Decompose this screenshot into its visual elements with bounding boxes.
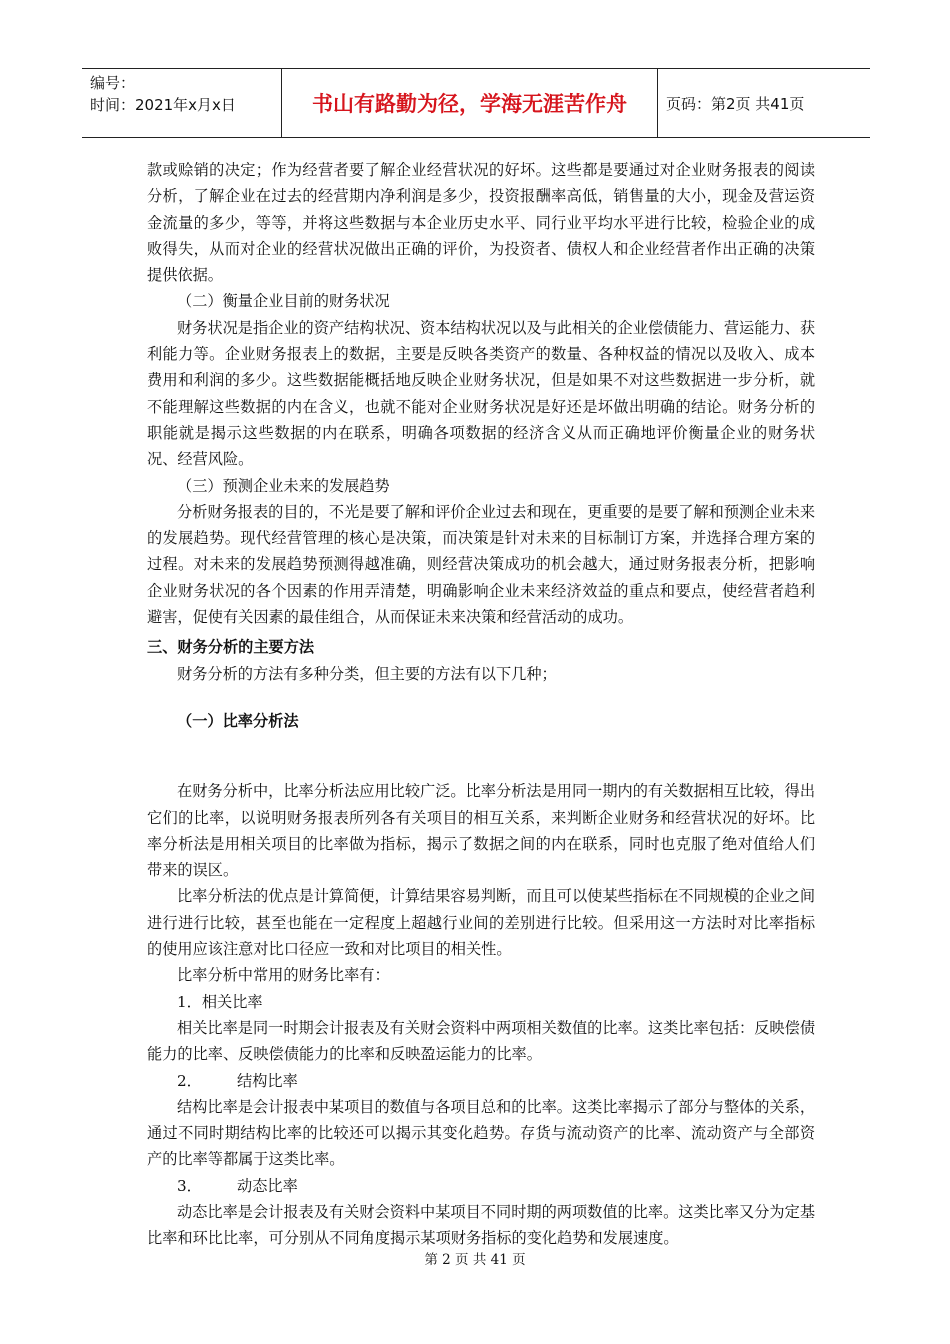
paragraph: 比率分析中常用的财务比率有： bbox=[177, 966, 390, 985]
list-item-heading bbox=[147, 1173, 815, 1199]
paragraph: 财务分析的方法有多种分类，但主要的方法有以下几种； bbox=[177, 664, 557, 683]
number-label: 编号： bbox=[90, 74, 136, 92]
subheading: （三）预测企业未来的发展趋势 bbox=[177, 476, 390, 495]
paragraph: 比率分析法的优点是计算简便，计算结果容易判断，而且可以使某些指标在不同规模的企业之间进行进行比较，甚至也能在一定程度上超越行业间的差别进行比较。但采用这一方法时对比率指标的使用应该注意对比口径应一致和对比项目的相关性。 bbox=[147, 887, 815, 959]
header-table bbox=[82, 68, 870, 138]
list-item-heading: 1．相关比率 bbox=[177, 992, 263, 1011]
section-heading: 三、财务分析的主要方法 bbox=[147, 638, 315, 657]
paragraph: 分析财务报表的目的，不光是要了解和评价企业过去和现在，更重要的是要了解和预测企业未来的发展趋势。现代经营管理的核心是决策，而决策是针对未来的目标制订方案，并选择合理方案的过程。对未来的发展趋势预测得越准确，则经营决策成功的机会越大，通过财务报表分析，把影响企业财务状况的各个因素的作用弄清楚，明确影响企业未来经济效益的重点和要点，使经营者趋利避害，促使有关因素的最佳组合，从而保证未来决策和经营活动的成功。 bbox=[147, 502, 815, 627]
list-number: 2． bbox=[177, 1071, 202, 1090]
date-label: 时间：2021年x月x日 bbox=[90, 96, 236, 114]
header-left-cell bbox=[82, 69, 282, 137]
page-footer: 第 2 页 共 41 页 bbox=[424, 1252, 526, 1268]
list-label: 动态比率 bbox=[237, 1176, 298, 1195]
list-number: 3． bbox=[177, 1176, 202, 1195]
paragraph: 相关比率是同一时期会计报表及有关财会资料中两项相关数值的比率。这类比率包括：反映偿债能力的比率、反映偿债能力的比率和反映盈运能力的比率。 bbox=[147, 1018, 815, 1064]
list-item-heading bbox=[147, 1068, 815, 1094]
paragraph: 款或赊销的决定；作为经营者要了解企业经营状况的好坏。这些都是要通过对企业财务报表的阅读分析，了解企业在过去的经营期内净利润是多少，投资报酬率高低，销售量的大小，现金及营运资金流量的多少，等等，并将这些数据与本企业历史水平、同行业平均水平进行比较，检验企业的成败得失，从而对企业的经营状况做出正确的评价，为投资者、债权人和企业经营者作出正确的决策提供依据。 bbox=[147, 161, 815, 285]
paragraph: 财务状况是指企业的资产结构状况、资本结构状况以及与此相关的企业偿债能力、营运能力、获利能力等。企业财务报表上的数据，主要是反映各类资产的数量、各种权益的情况以及收入、成本费用和利润的多少。这些数据能概括地反映企业财务状况，但是如果不对这些数据进一步分析，就不能理解这些数据的内在含义，也就不能对企业财务状况是好还是坏做出明确的结论。财务分析的职能就是揭示这些数据的内在联系，明确各项数据的经济含义从而正确地评价衡量企业的财务状况、经营风险。 bbox=[147, 318, 815, 469]
paragraph: 动态比率是会计报表及有关财会资料中某项目不同时期的两项数值的比率。这类比率又分为定基比率和环比比率，可分别从不同角度揭示某项财务指标的变化趋势和发展速度。 bbox=[147, 1202, 815, 1248]
motto: 书山有路勤为径，学海无涯苦作舟 bbox=[282, 69, 658, 137]
subsection-heading: （一）比率分析法 bbox=[177, 711, 299, 730]
subheading: （二）衡量企业目前的财务状况 bbox=[177, 292, 390, 311]
list-label: 结构比率 bbox=[237, 1071, 298, 1090]
body-text bbox=[147, 157, 815, 1252]
page-label: 页码：第2页 共41页 bbox=[666, 94, 805, 113]
paragraph: 在财务分析中，比率分析法应用比较广泛。比率分析法是用同一期内的有关数据相互比较，得出它们的比率，以说明财务报表所列各有关项目的相互关系，来判断企业财务和经营状况的好坏。比率分析法是用相关项目的比率做为指标，揭示了数据之间的内在联系，同时也克服了绝对值给人们带来的误区。 bbox=[147, 782, 815, 880]
paragraph: 结构比率是会计报表中某项目的数值与各项目总和的比率。这类比率揭示了部分与整体的关系，通过不同时期结构比率的比较还可以揭示其变化趋势。存货与流动资产的比率、流动资产与全部资产的比率等都属于这类比率。 bbox=[147, 1097, 815, 1169]
